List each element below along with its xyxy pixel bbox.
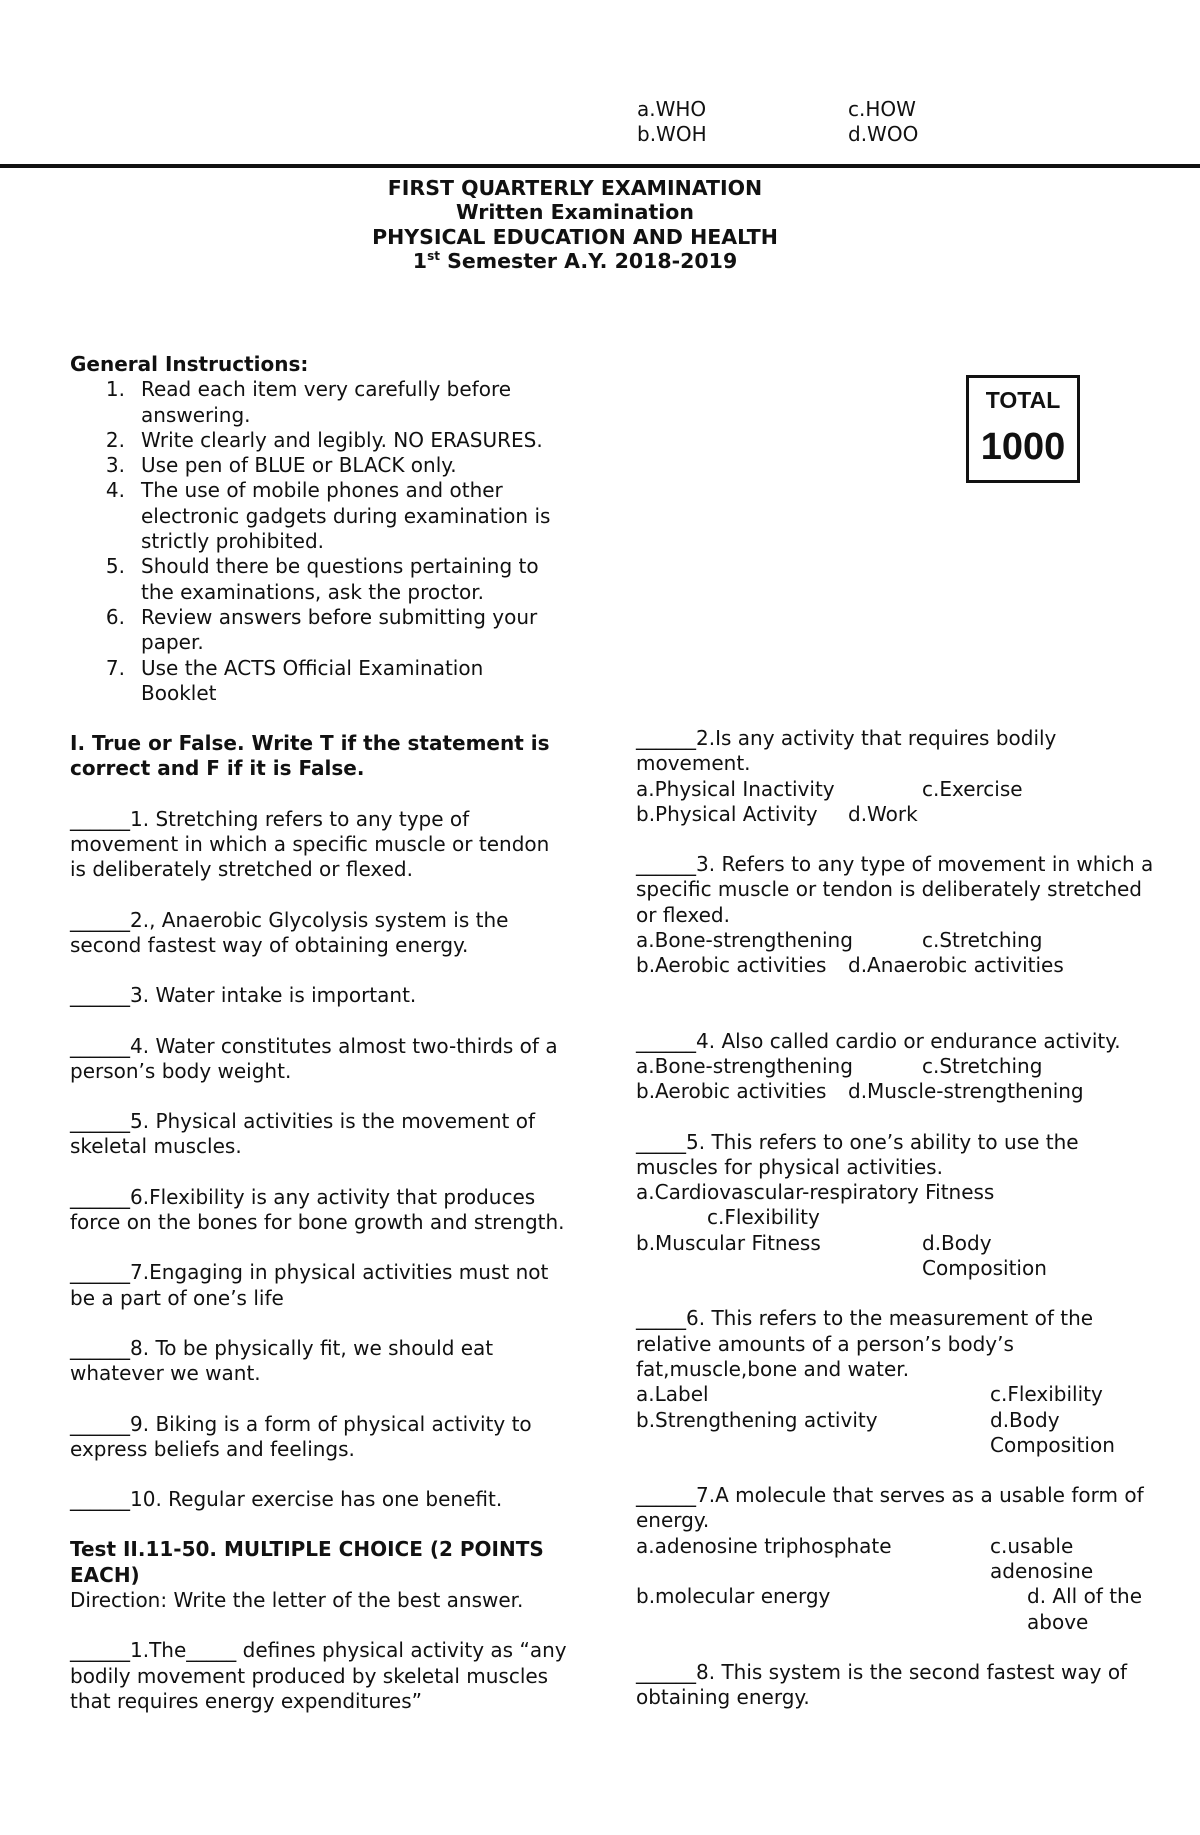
tf-question: ______10. Regular exercise has one benefit. (70, 1487, 503, 1512)
mc-question: ______1.The_____ defines physical activity as “any bodily movement produced by skeletal muscles that requires energy expenditures” (70, 1638, 567, 1713)
question-stem: ______7.A molecule that serves as a usable form of energy. (636, 1483, 1144, 1533)
option-row (636, 1079, 1156, 1104)
semester-number: 1 (412, 249, 428, 274)
mc-question (636, 852, 1156, 978)
option-c: c.HOW (848, 97, 916, 121)
option-d: d.Body Composition (990, 1407, 1115, 1457)
option-a: a.Bone-strengthening (636, 1053, 853, 1078)
item-text: Review answers before submitting your paper. (141, 604, 538, 655)
total-value: 1000 (980, 426, 1066, 468)
question-stem: ______2.Is any activity that requires bodily movement. (636, 726, 1057, 776)
option-row (636, 1382, 1156, 1407)
option-row (636, 777, 1156, 802)
list-item (70, 656, 570, 707)
option-row (636, 1408, 1156, 1459)
option-d: d.WOO (848, 122, 919, 147)
list-item (70, 453, 570, 478)
option-d: d.Anaerobic activities (848, 953, 1064, 978)
test2-heading: Test II.11-50. MULTIPLE CHOICE (2 POINTS EACH) (70, 1537, 544, 1587)
option-b: b.Muscular Fitness (636, 1230, 821, 1255)
option-row (636, 1054, 1156, 1079)
mc-question (636, 1130, 1156, 1282)
option-row (636, 1534, 1156, 1585)
tf-question: ______8. To be physically fit, we should eat whatever we want. (70, 1335, 494, 1386)
exam-title: FIRST QUARTERLY EXAMINATION (387, 176, 763, 200)
item-number: 5. (105, 554, 125, 579)
mc-question (636, 1660, 1156, 1711)
item-number: 4. (105, 478, 125, 503)
option-c: c.Stretching (922, 928, 1043, 953)
option-b: b.Aerobic activities (636, 953, 827, 978)
item-number: 3. (105, 453, 125, 478)
tf-question: ______7.Engaging in physical activities must not be a part of one’s life (70, 1260, 549, 1310)
list-item (70, 605, 570, 656)
list-item (70, 554, 570, 605)
question-stem: ______4. Also called cardio or endurance activity. (636, 1028, 1121, 1053)
tf-question: ______3. Water intake is important. (70, 983, 417, 1008)
option-b: b.molecular energy (636, 1584, 831, 1609)
option-row (637, 122, 1037, 147)
carryover-options (637, 97, 1037, 148)
item-text: Use the ACTS Official Examination Booklet (141, 655, 484, 705)
option-d: d.Body Composition (922, 1230, 1047, 1281)
option-a: a.Label (636, 1382, 709, 1407)
list-item (70, 478, 570, 554)
option-d: d. All of the above (1027, 1584, 1143, 1634)
mc-question (636, 1483, 1156, 1635)
option-a: a.Physical Inactivity (636, 776, 835, 801)
list-item (70, 377, 570, 428)
item-number: 6. (105, 604, 125, 629)
item-text: Should there be questions pertaining to the examinations, ask the proctor. (141, 554, 539, 604)
exam-header (0, 176, 1150, 274)
item-number: 1. (105, 377, 125, 402)
test2-direction: Direction: Write the letter of the best answer. (70, 1587, 524, 1612)
option-b: b.Strengthening activity (636, 1407, 878, 1432)
tf-question: ______1. Stretching refers to any type of movement in which a specific muscle or tendon is deliberately stretched or flexed. (70, 806, 550, 882)
tf-question: ______2., Anaerobic Glycolysis system is the second fastest way of obtaining energy. (70, 907, 509, 957)
total-label: TOTAL (985, 387, 1061, 413)
option-row (636, 928, 1156, 953)
question-stem: ______3. Refers to any type of movement in which a specific muscle or tendon is deliberately stretched or flexed. (636, 852, 1154, 927)
list-item (70, 428, 570, 453)
tf-question: ______5. Physical activities is the movement of skeletal muscles. (70, 1109, 535, 1159)
tf-question: ______4. Water constitutes almost two-thirds of a person’s body weight. (70, 1033, 558, 1083)
question-stem: ______8. This system is the second fastest way of obtaining energy. (636, 1659, 1128, 1710)
option-c: c.Flexibility (707, 1205, 820, 1230)
mc-question (636, 1029, 1156, 1105)
page-divider (0, 164, 1200, 168)
option-a: a.WHO (637, 97, 707, 121)
item-text: Use pen of BLUE or BLACK only. (141, 453, 457, 478)
tf-question: ______9. Biking is a form of physical activity to express beliefs and feelings. (70, 1411, 532, 1461)
option-c: c.Flexibility (990, 1382, 1103, 1407)
mc-question (636, 726, 1156, 827)
semester-text: Semester A.Y. 2018-2019 (439, 249, 738, 274)
option-c: c.Stretching (922, 1053, 1043, 1078)
semester-suffix: st (427, 249, 440, 264)
item-text: Read each item very carefully before answering. (141, 377, 512, 427)
option-c: c.usable adenosine (990, 1533, 1094, 1584)
exam-subtitle: Written Examination (455, 200, 694, 225)
total-score-box (966, 375, 1080, 483)
option-b: b.Aerobic activities (636, 1079, 827, 1104)
option-b: b.Physical Activity (636, 801, 818, 826)
option-a: a.Cardiovascular-respiratory Fitness (636, 1180, 995, 1205)
question-stem: _____6. This refers to the measurement of the relative amounts of a person’s body’s fat,muscle,bone and water. (636, 1306, 1094, 1381)
option-a: a.Bone-strengthening (636, 928, 853, 953)
question-stem: _____5. This refers to one’s ability to use the muscles for physical activities. (636, 1129, 1079, 1179)
test1-heading: I. True or False. Write T if the statement is correct and F if it is False. (70, 731, 550, 781)
option-d: d.Muscle-strengthening (848, 1079, 1084, 1104)
mc-question (636, 1306, 1156, 1458)
exam-subject: PHYSICAL EDUCATION AND HEALTH (372, 224, 778, 249)
item-number: 2. (105, 427, 125, 452)
item-text: The use of mobile phones and other electronic gadgets during examination is strictly prohibited. (141, 478, 551, 554)
option-b: b.WOH (637, 122, 707, 147)
item-text: Write clearly and legibly. NO ERASURES. (141, 427, 543, 452)
option-c: c.Exercise (922, 776, 1023, 801)
instructions-list (70, 377, 570, 706)
option-d: d.Work (848, 801, 918, 826)
option-a: a.adenosine triphosphate (636, 1533, 892, 1558)
left-column (70, 352, 570, 1714)
option-row (636, 953, 1156, 978)
option-row (636, 1231, 1156, 1282)
exam-semester (0, 249, 1150, 273)
right-column (636, 726, 1156, 1711)
option-row (636, 802, 1156, 827)
option-row (637, 97, 1037, 122)
instructions-heading: General Instructions: (70, 352, 309, 376)
item-number: 7. (105, 655, 125, 680)
tf-question: ______6.Flexibility is any activity that produces force on the bones for bone growth and strength. (70, 1184, 565, 1235)
option-row (636, 1584, 1156, 1635)
